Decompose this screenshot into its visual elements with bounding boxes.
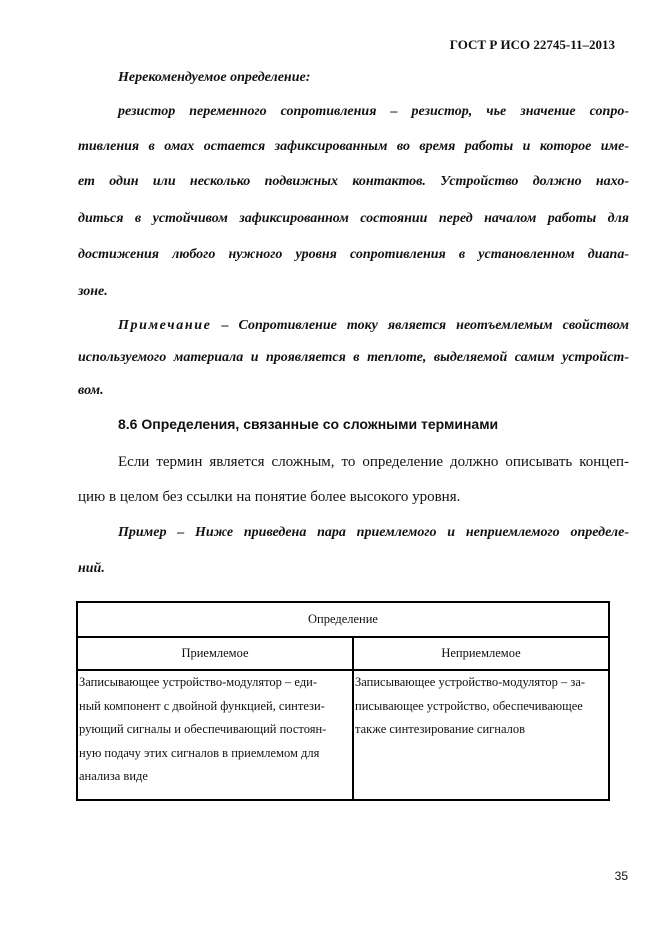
unacceptable-cell <box>353 670 609 800</box>
cell-line: также синтезирование сигналов <box>355 722 526 736</box>
definition-line: резистор переменного сопротивления – резистор, чье значение сопро- <box>118 104 629 119</box>
cell-line: анализа виде <box>79 769 148 783</box>
table-header: Определение <box>77 602 609 637</box>
section-title: 8.6 Определения, связанные со сложными терминами <box>118 416 499 432</box>
definition-line: достижения любого нужного уровня сопротивления в установленном диапа- <box>78 247 629 262</box>
cell-line: ную подачу этих сигналов в приемлемом для <box>79 745 320 760</box>
cell-line: Записывающее устройство-модулятор – еди- <box>79 675 318 689</box>
definition-line: зоне. <box>78 284 108 299</box>
body-line: Если термин является сложным, то определение должно описывать концеп- <box>118 454 629 470</box>
definition-line: диться в устойчивом зафиксированном состоянии перед началом работы для <box>78 211 629 226</box>
acceptable-cell <box>77 670 353 800</box>
cell-line: рующий сигналы и обеспечивающий постоян- <box>79 722 327 736</box>
cell-line: писывающее устройство, обеспечивающее <box>355 698 583 713</box>
note-label: Примечание <box>118 318 212 333</box>
deprecated-heading: Нерекомендуемое определение: <box>118 70 311 85</box>
definition-line: тивления в омах остается зафиксированным во время работы и которое име- <box>78 139 629 154</box>
column-header-unacceptable: Неприемлемое <box>353 637 609 670</box>
cell-line: Записывающее устройство-модулятор – за- <box>355 675 586 689</box>
definition-line: ет один или несколько подвижных контактов. Устройство должно нахо- <box>78 174 629 189</box>
cell-line: ный компонент с двойной функцией, синтези- <box>79 698 325 713</box>
note-line: используемого материала и проявляется в теплоте, выделяемой самим устройст- <box>78 350 629 365</box>
column-header-acceptable: Приемлемое <box>77 637 353 670</box>
page-number: 35 <box>614 869 628 883</box>
example-line: Пример – Ниже приведена пара приемлемого и неприемлемого определе- <box>118 525 629 540</box>
note-text: – Сопротивление току является неотъемлемым свойством <box>211 318 629 333</box>
document-header: ГОСТ Р ИСО 22745-11–2013 <box>449 37 615 52</box>
body-line: цию в целом без ссылки на понятие более высокого уровня. <box>78 489 461 505</box>
definition-table <box>76 601 610 801</box>
example-line: ний. <box>78 561 105 576</box>
note-line: вом. <box>78 383 104 398</box>
note-first-line <box>118 316 629 336</box>
